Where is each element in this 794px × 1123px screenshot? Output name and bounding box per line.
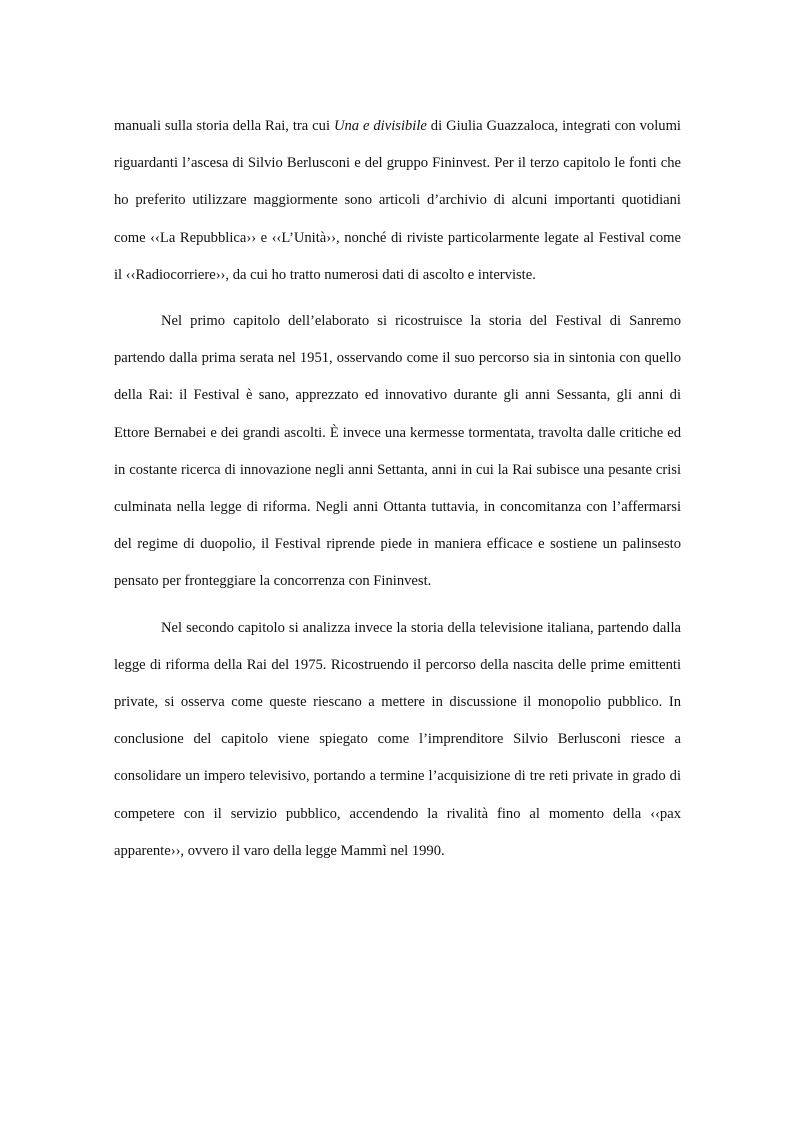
paragraph-continuation — [114, 108, 681, 294]
body-text — [114, 108, 681, 870]
paragraph-first-chapter: Nel primo capitolo dell’elaborato si ricostruisce la storia del Festival di Sanremo partendo dalla prima serata nel 1951, osservando come il suo percorso sia in sintonia con quello della Rai: il Festival è sano, apprezzato ed innovativo durante gli anni Sessanta, gli anni di Ettore Bernabei e dei grandi ascolti. È invece una kermesse tormentata, travolta dalle critiche ed in costante ricerca di innovazione negli anni Settanta, anni in cui la Rai subisce una pesante crisi culminata nella legge di riforma. Negli anni Ottanta tuttavia, in concomitanza con l’affermarsi del regime di duopolio, il Festival riprende piede in maniera efficace e sostiene un palinsesto pensato per fronteggiare la concorrenza con Fininvest. — [114, 313, 681, 590]
paragraph-text: manuali sulla storia della Rai, tra cui — [114, 118, 334, 134]
paragraph-text: di Giulia Guazzaloca, integrati con volumi riguardanti l’ascesa di Silvio Berlusconi e del gruppo Fininvest. Per il terzo capitolo le fonti che ho preferito utilizzare maggiormente sono articoli d’archivio di alcuni importanti quotidiani come ‹‹La Repubblica›› e ‹‹L’Unità››, nonché di riviste particolarmente legate al Festival come il ‹‹Radiocorriere››, da cui ho tratto numerosi dati di ascolto e interviste. — [114, 118, 681, 283]
book-title-italic: Una e divisibile — [333, 118, 427, 134]
paragraph-second-chapter: Nel secondo capitolo si analizza invece la storia della televisione italiana, partendo dalla legge di riforma della Rai del 1975. Ricostruendo il percorso della nascita delle prime emittenti private, si osserva come queste riescano a mettere in discussione il monopolio pubblico. In conclusione del capitolo viene spiegato come l’imprenditore Silvio Berlusconi riesce a consolidare un impero televisivo, portando a termine l’acquisizione di tre reti private in grado di competere con il servizio pubblico, accendendo la rivalità fino al momento della ‹‹pax apparente››, ovvero il varo della legge Mammì nel 1990. — [114, 619, 681, 859]
